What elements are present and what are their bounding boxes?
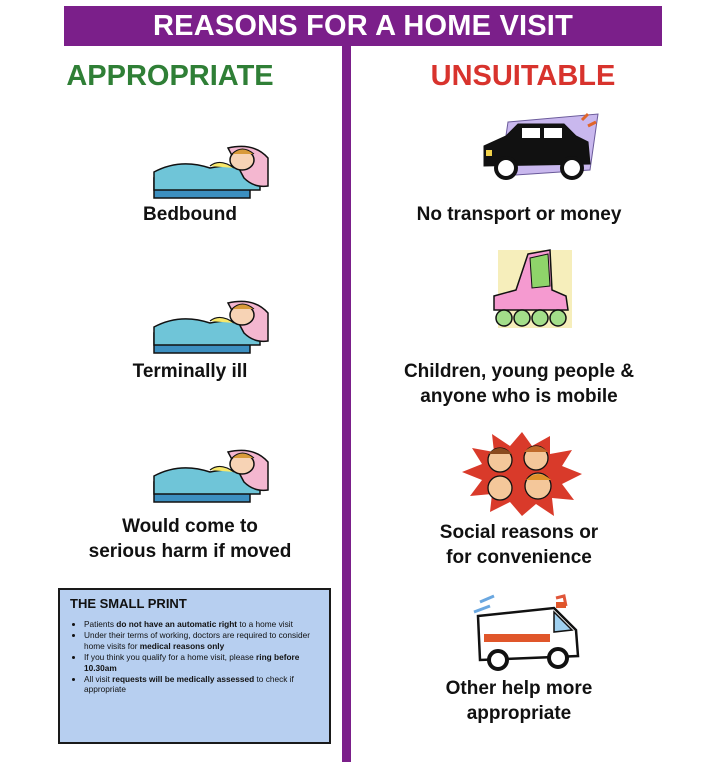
item-social-line1: Social reasons or: [439, 522, 599, 543]
item-social-line2: for convenience: [446, 547, 592, 568]
sp-bold-text: requests will be medically assessed: [112, 674, 255, 685]
group-of-people-icon: [460, 430, 584, 516]
item-serious-harm-line2: serious harm if moved: [88, 541, 292, 562]
page-title: REASONS FOR A HOME VISIT: [153, 9, 573, 42]
taxi-icon: [478, 112, 608, 190]
small-print-item: [84, 674, 319, 695]
page-title-banner: [64, 6, 662, 46]
item-terminally-ill: Terminally ill: [132, 361, 248, 382]
column-divider: [342, 46, 351, 762]
sp-text: Patients: [84, 619, 117, 629]
item-serious-harm-line1: Would come to: [122, 516, 258, 537]
small-print-item: [84, 652, 319, 673]
sp-text: to a home visit: [237, 619, 293, 629]
item-other-help-line1: Other help more: [445, 678, 593, 699]
person-in-bed-icon: [150, 293, 272, 355]
item-children-line1: Children, young people &: [403, 361, 635, 382]
item-other-help-line2: appropriate: [466, 703, 572, 724]
small-print-item: [84, 630, 319, 651]
item-children-mobile: [360, 359, 678, 409]
unsuitable-heading: UNSUITABLE: [430, 60, 616, 92]
item-bedbound: Bedbound: [143, 204, 237, 225]
sp-bold-text: medical reasons only: [139, 640, 225, 651]
sp-text: If you think you qualify for a home visit, please: [84, 652, 257, 663]
sp-text: Under their terms of working, doctors are required to consider home visits for: [84, 630, 310, 651]
small-print-box: [58, 588, 331, 744]
sp-bold-text: do not have an automatic right: [116, 619, 238, 629]
sp-text: to check if appropriate: [84, 674, 294, 695]
item-children-line2: anyone who is mobile: [420, 386, 618, 407]
sp-bold-text: ring before 10.30am: [84, 652, 300, 673]
small-print-list: [70, 619, 319, 695]
item-other-help: [366, 676, 672, 726]
person-in-bed-icon: [150, 442, 272, 504]
roller-skate-icon: [480, 246, 580, 336]
item-serious-harm: [50, 514, 330, 564]
appropriate-heading: APPROPRIATE: [66, 60, 274, 92]
small-print-title: THE SMALL PRINT: [70, 596, 187, 611]
ambulance-icon: [470, 594, 586, 674]
item-no-transport: No transport or money: [416, 204, 622, 225]
small-print-item: [84, 619, 319, 629]
item-social-reasons: [366, 520, 672, 570]
sp-text: All visit: [84, 674, 113, 685]
person-in-bed-icon: [150, 138, 272, 200]
